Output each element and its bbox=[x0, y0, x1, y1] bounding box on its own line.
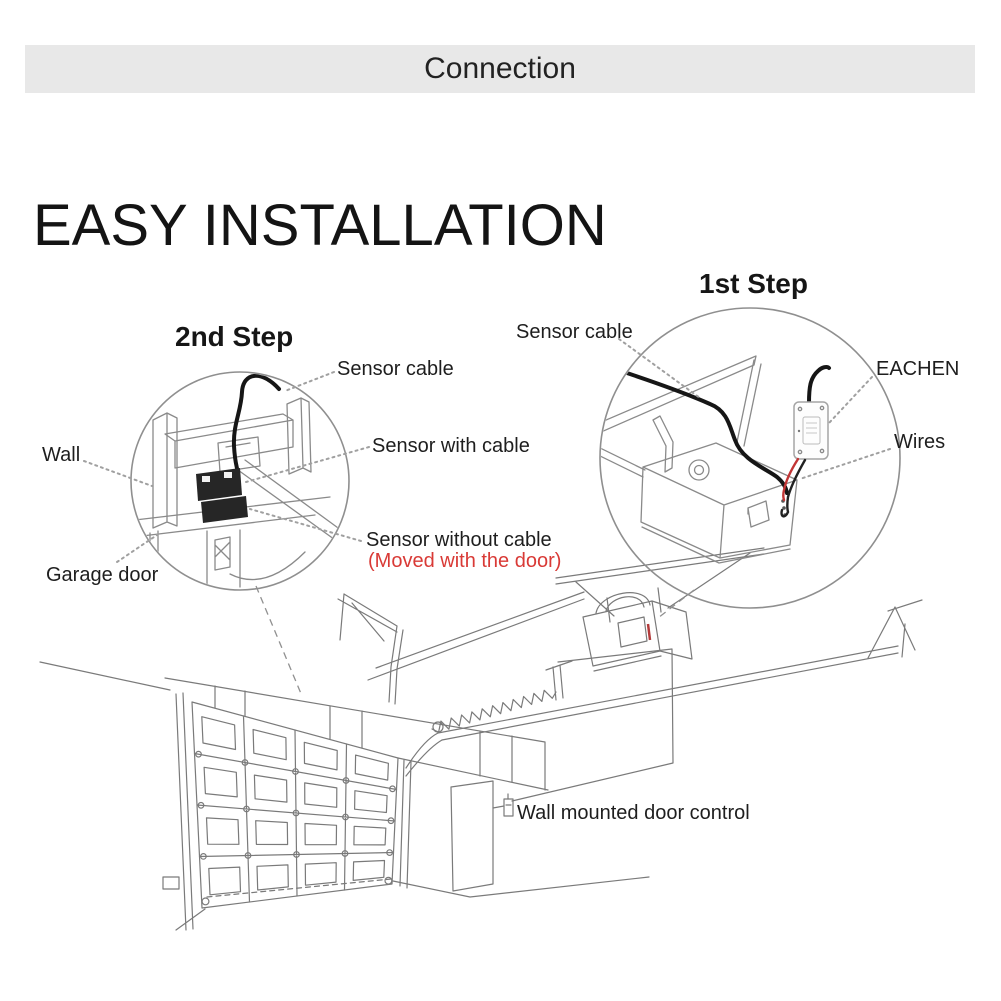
sensor-without-cable-box bbox=[201, 496, 248, 523]
garage-door-hinges bbox=[196, 751, 396, 904]
door-panel-grid bbox=[195, 716, 397, 902]
motor-wire-tick bbox=[648, 624, 650, 640]
device-pigtail-cable bbox=[809, 367, 829, 403]
sensor-screw-slot bbox=[202, 476, 210, 482]
door-side-latch bbox=[163, 877, 179, 889]
label-garage-door: Garage door bbox=[46, 564, 159, 586]
floor-lines bbox=[393, 877, 649, 897]
leader-sensor-cable-2 bbox=[285, 372, 334, 391]
label-sensor-without-cable: Sensor without cable bbox=[366, 529, 552, 551]
chain-sprocket-hub bbox=[695, 466, 704, 475]
header-title: Connection bbox=[424, 52, 576, 85]
label-sensor-cable-step2: Sensor cable bbox=[337, 358, 454, 380]
leader-sensor-cable-1 bbox=[619, 339, 700, 398]
eachen-led bbox=[798, 430, 800, 432]
motor-lens-large bbox=[748, 501, 769, 527]
opener-rail bbox=[338, 592, 584, 704]
label-wall-control: Wall mounted door control bbox=[517, 802, 750, 824]
eachen-device bbox=[794, 402, 828, 459]
page-title: EASY INSTALLATION bbox=[33, 193, 607, 258]
garage-door-panels bbox=[195, 716, 397, 902]
leader-wall bbox=[84, 461, 152, 486]
label-wall: Wall bbox=[42, 444, 81, 466]
step2-callout-leader bbox=[256, 586, 302, 696]
header-wall bbox=[165, 678, 548, 790]
label-eachen: EACHEN bbox=[876, 358, 960, 380]
label-moved-with-door: (Moved with the door) bbox=[368, 550, 562, 572]
label-sensor-with-cable: Sensor with cable bbox=[372, 435, 530, 457]
door-roller bbox=[385, 877, 392, 884]
label-wires: Wires bbox=[894, 431, 946, 453]
opener-motor bbox=[583, 593, 692, 671]
ceiling-mount bbox=[556, 548, 764, 622]
motor-body-large bbox=[641, 443, 797, 563]
motor-lens bbox=[618, 617, 647, 647]
garage-scene bbox=[40, 548, 922, 930]
sensor-cable-1 bbox=[621, 371, 787, 493]
door-roller bbox=[202, 898, 209, 905]
opener-rail-large bbox=[592, 356, 756, 477]
sensor-screw-slot bbox=[224, 472, 232, 478]
step2-title: 2nd Step bbox=[175, 321, 294, 352]
sensor-cable-2 bbox=[234, 376, 279, 474]
chain-sprocket bbox=[689, 460, 709, 480]
wall-control-device bbox=[504, 794, 513, 816]
right-door-track bbox=[400, 733, 442, 888]
wall-control-body bbox=[504, 799, 513, 816]
horizontal-track bbox=[438, 600, 922, 740]
label-sensor-cable-step1: Sensor cable bbox=[516, 321, 633, 343]
motor-body bbox=[583, 593, 692, 671]
sensor-with-cable-box bbox=[196, 468, 242, 501]
interior-door bbox=[451, 781, 493, 891]
step1-detail bbox=[592, 356, 829, 563]
left-wall-edge bbox=[40, 662, 170, 690]
left-door-track bbox=[176, 693, 205, 930]
step2-detail bbox=[135, 376, 345, 588]
leader-eachen bbox=[829, 377, 872, 423]
step1-title: 1st Step bbox=[699, 268, 808, 299]
right-stud bbox=[287, 398, 311, 474]
